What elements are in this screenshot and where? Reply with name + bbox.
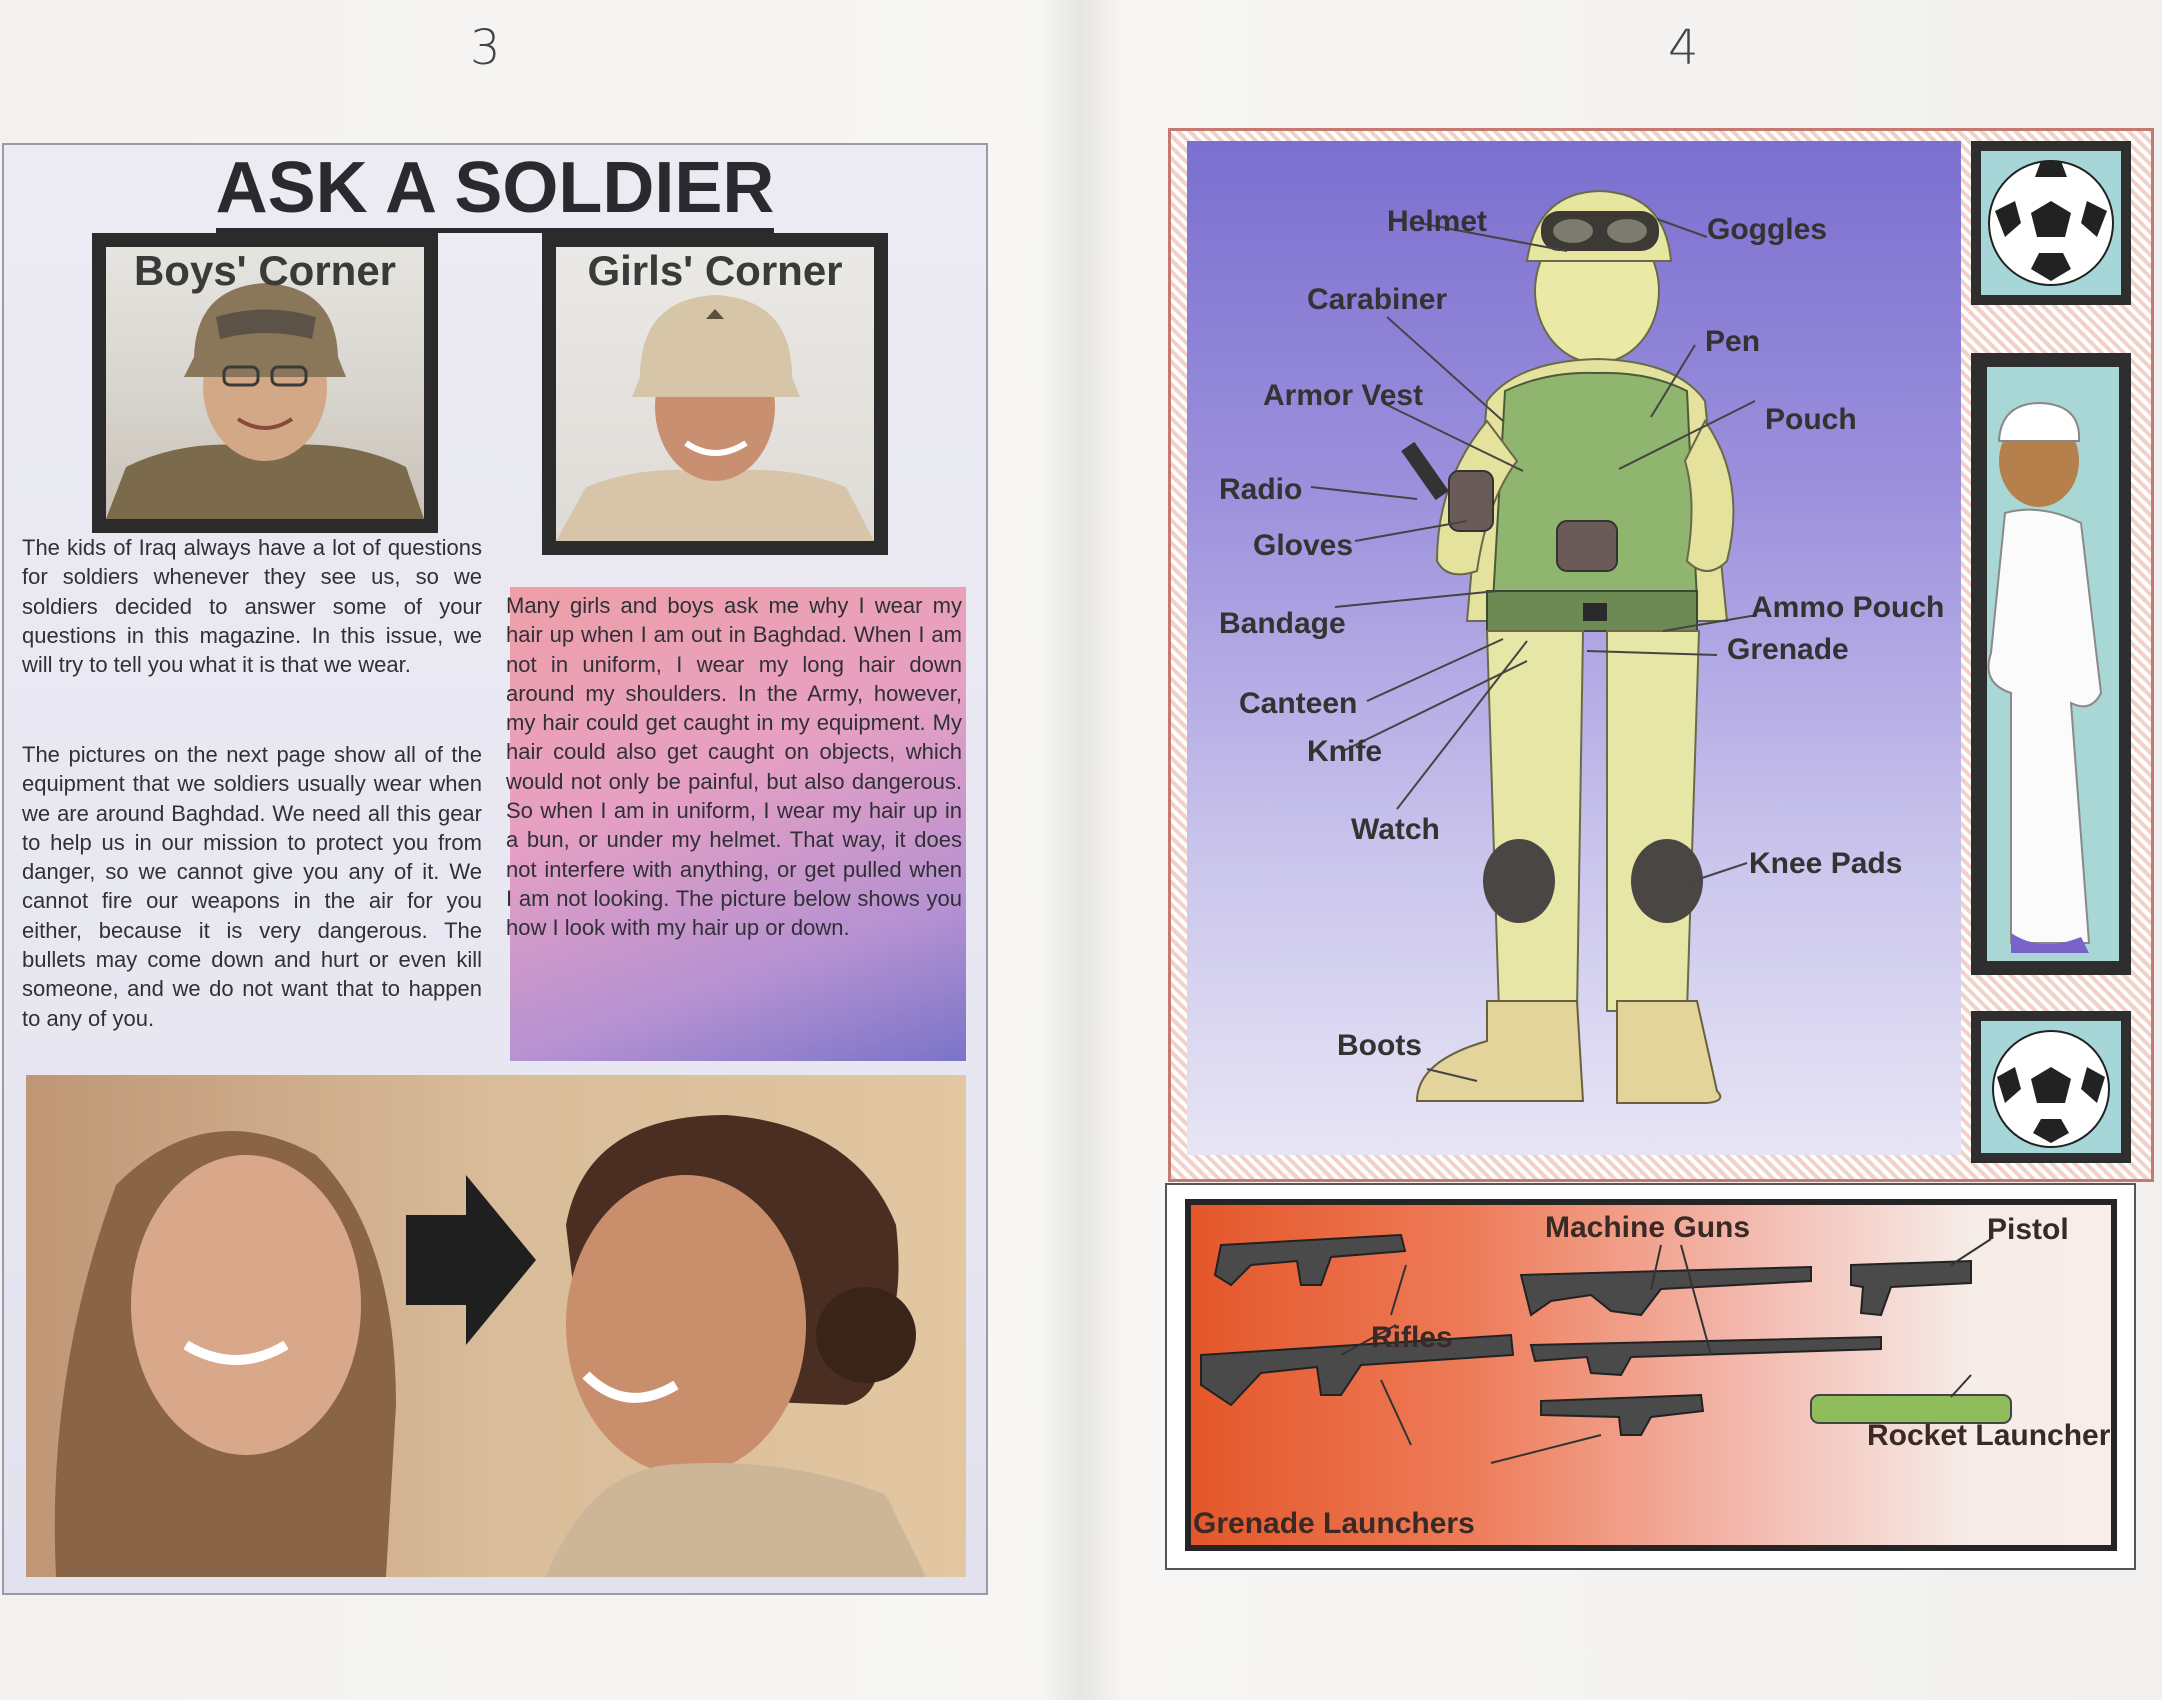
label-boots: Boots: [1337, 1029, 1422, 1062]
boys-corner-box: [92, 233, 438, 533]
label-canteen: Canteen: [1239, 687, 1358, 720]
girls-corner-label: Girls' Corner: [587, 247, 843, 294]
intro-paragraph-1: The kids of Iraq always have a lot of questions for soldiers whenever they see us, so we soldiers decided to answer some of your questions in this magazine. In this issue, we will try to tell you what it is that we wear.: [22, 535, 482, 678]
label-pistol: Pistol: [1987, 1213, 2069, 1246]
soldier-illustration-background: [1187, 141, 1961, 1155]
label-armor-vest: Armor Vest: [1263, 379, 1424, 412]
soccer-ball-top-box: [1971, 141, 2131, 305]
label-grenade-launchers: Grenade Launchers: [1193, 1507, 1475, 1540]
boys-corner-label: Boys' Corner: [133, 247, 397, 294]
girls-answer-paragraph: Many girls and boys ask me why I wear my hair up when I am out in Baghdad. When I am not in uniform, I wear my long hair down around my shoulders. In the Army, however, my hair could get caught in my equipment. My hair could also get caught on objects, which would not only be painful, but also dangerous. So when I am in uniform, I wear my hair up in a bun, or under my helmet. That way, it does not interfere with anything, or get pulled when I am not looking. The picture below shows you how I look with my hair up or down.: [506, 593, 962, 941]
label-watch: Watch: [1351, 813, 1440, 846]
left-page: [2, 143, 988, 1595]
label-knife: Knife: [1307, 735, 1382, 768]
weapons-drawing: [1191, 1205, 2111, 1545]
label-grenade: Grenade: [1727, 633, 1849, 666]
page-number-right: 4: [1668, 20, 1699, 76]
page-title: ASK A SOLDIER: [4, 147, 986, 229]
weapons-panel: [1165, 1183, 2136, 1570]
weapons-illustration: [1185, 1199, 2117, 1551]
label-gloves: Gloves: [1253, 529, 1354, 562]
label-rifles: Rifles: [1371, 1321, 1453, 1354]
label-pouch: Pouch: [1765, 403, 1857, 436]
girls-corner-box: [542, 233, 888, 555]
label-ammo-pouch: Ammo Pouch: [1751, 591, 1945, 624]
label-rocket-launcher: Rocket Launcher: [1867, 1419, 2111, 1452]
label-bandage: Bandage: [1219, 607, 1346, 640]
intro-paragraph-2: The pictures on the next page show all of the equipment that we soldiers usually wear when we are around Baghdad. We need all this gear to help us in our mission to protect you from danger, so we cannot give you any of it. We cannot fire our weapons in the air for you either, because it is very dangerous. The bullets may come down and hurt or even kill someone, and we do not want that to happen to any of you.: [22, 742, 482, 1031]
boy-illustration-box: [1971, 353, 2131, 975]
soldier-equipment-panel: [1168, 128, 2154, 1182]
label-goggles: Goggles: [1707, 213, 1828, 246]
hair-up-down-photo: [26, 1075, 966, 1577]
girls-corner-photo: [556, 247, 874, 541]
label-pen: Pen: [1705, 325, 1761, 358]
iraqi-boy-illustration: [1971, 353, 2131, 975]
soccer-ball-bottom-box: [1971, 1011, 2131, 1163]
label-carabiner: Carabiner: [1307, 283, 1448, 316]
label-knee-pads: Knee Pads: [1749, 847, 1903, 880]
label-helmet: Helmet: [1387, 205, 1488, 238]
girls-answer-box: [506, 587, 966, 1061]
boys-corner-photo: [106, 247, 424, 519]
page-number-left: 3: [470, 20, 501, 76]
label-radio: Radio: [1219, 473, 1303, 506]
soccer-ball-icon: [1971, 141, 2131, 305]
hair-comparison-illustration: [26, 1075, 966, 1577]
soccer-ball-icon: [1971, 1011, 2131, 1163]
label-machine-guns: Machine Guns: [1545, 1211, 1751, 1244]
